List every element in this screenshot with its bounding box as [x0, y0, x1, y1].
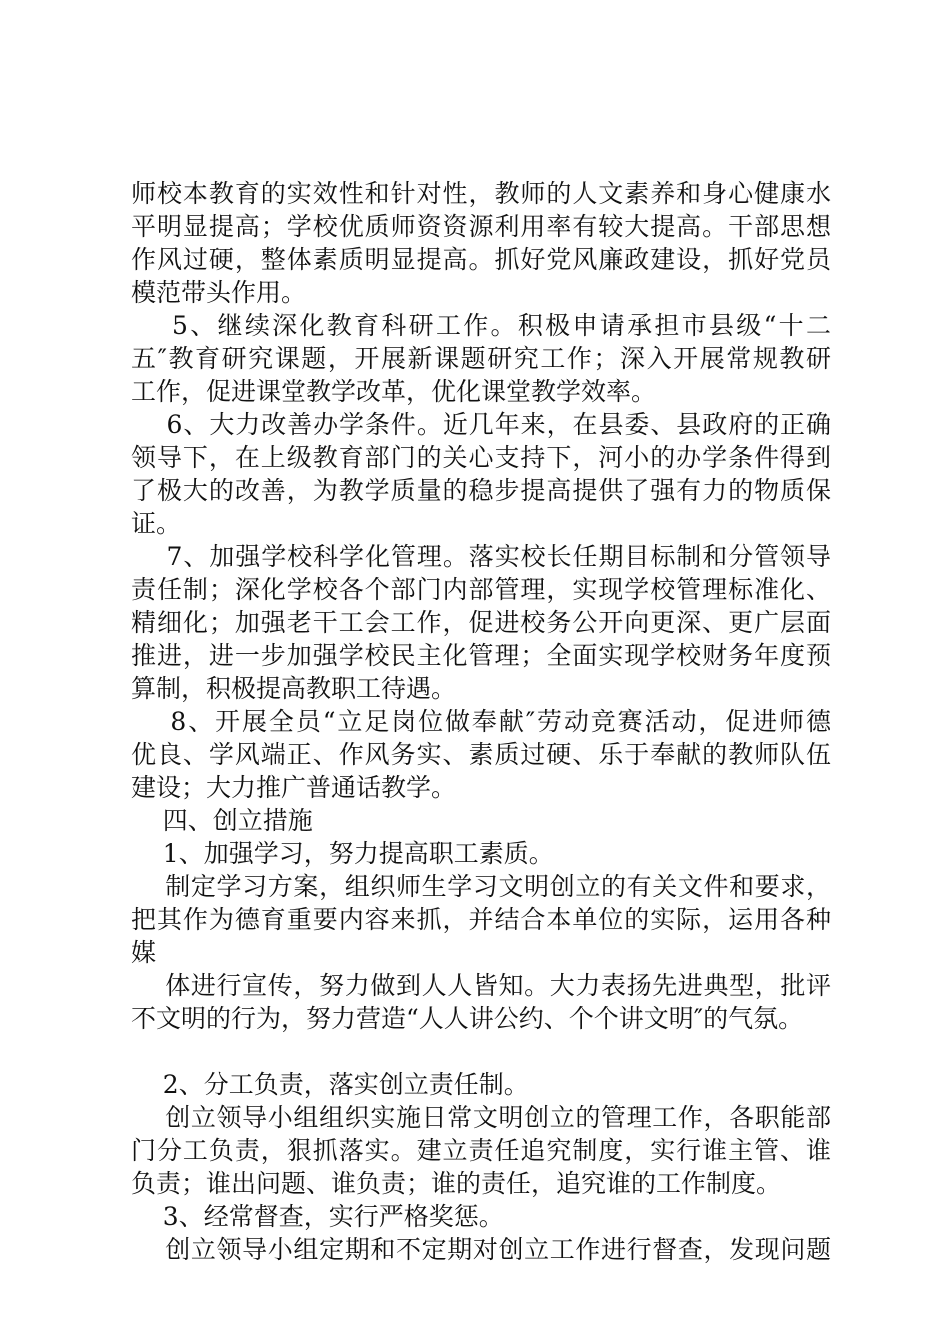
text-line: 不文明的行为，努力营造“人人讲公约、个个讲文明″的气氛。 — [131, 1004, 804, 1033]
text-line: 媒 — [131, 938, 157, 967]
text-line: 门分工负责，狠抓落实。建立责任追究制度，实行谁主管、谁 — [131, 1136, 831, 1165]
text-line: 优良、学风端正、作风务实、素质过硬、乐于奉献的教师队伍 — [131, 740, 831, 769]
section-heading: 四、创立措施 — [131, 806, 313, 835]
text-line: 证。 — [131, 509, 182, 538]
text-line: 体进行宣传，努力做到人人皆知。大力表扬先进典型，批评 — [131, 971, 831, 1000]
text-line: 制定学习方案，组织师生学习文明创立的有关文件和要求， — [131, 872, 831, 901]
text-line: 作风过硬，整体素质明显提高。抓好党风廉政建设，抓好党员 — [131, 245, 831, 274]
subsection-heading: 1、加强学习，努力提高职工素质。 — [131, 839, 554, 868]
text-line: 师校本教育的实效性和针对性，教师的人文素养和身心健康水 — [131, 179, 831, 208]
subsection-heading: 2、分工负责，落实创立责任制。 — [131, 1070, 529, 1099]
text-line: 负责；谁出问题、谁负责；谁的责任，追究谁的工作制度。 — [131, 1169, 782, 1198]
text-line: 把其作为德育重要内容来抓，并结合本单位的实际，运用各种 — [131, 905, 831, 934]
text-line: 创立领导小组组织实施日常文明创立的管理工作，各职能部 — [131, 1103, 831, 1132]
text-line: 工作，促进课堂教学改革，优化课堂教学效率。 — [131, 377, 657, 406]
text-line: 7、加强学校科学化管理。落实校长任期目标制和分管领导 — [131, 542, 831, 571]
text-line: 五″教育研究课题，开展新课题研究工作；深入开展常规教研 — [131, 344, 831, 373]
subsection-heading: 3、经常督查，实行严格奖惩。 — [131, 1202, 504, 1231]
text-line: 模范带头作用。 — [131, 278, 307, 307]
text-line: 5、继续深化教育科研工作。积极申请承担市县级“十二 — [131, 311, 831, 340]
text-line: 算制，积极提高教职工待遇。 — [131, 674, 457, 703]
text-line: 6、大力改善办学条件。近几年来，在县委、县政府的正确 — [131, 410, 831, 439]
text-line: 8、开展全员“立足岗位做奉献″劳动竞赛活动，促进师德 — [131, 707, 831, 736]
text-line: 创立领导小组定期和不定期对创立工作进行督查，发现问题 — [131, 1235, 831, 1264]
text-line: 平明显提高；学校优质师资资源利用率有较大提高。干部思想 — [131, 212, 831, 241]
text-line: 了极大的改善，为教学质量的稳步提高提供了强有力的物质保 — [131, 476, 831, 505]
text-line: 领导下，在上级教育部门的关心支持下，河小的办学条件得到 — [131, 443, 831, 472]
text-line: 推进，进一步加强学校民主化管理；全面实现学校财务年度预 — [131, 641, 831, 670]
text-line: 精细化；加强老干工会工作，促进校务公开向更深、更广层面 — [131, 608, 831, 637]
text-line: 建设；大力推广普通话教学。 — [131, 773, 457, 802]
text-line: 责任制；深化学校各个部门内部管理，实现学校管理标准化、 — [131, 575, 831, 604]
